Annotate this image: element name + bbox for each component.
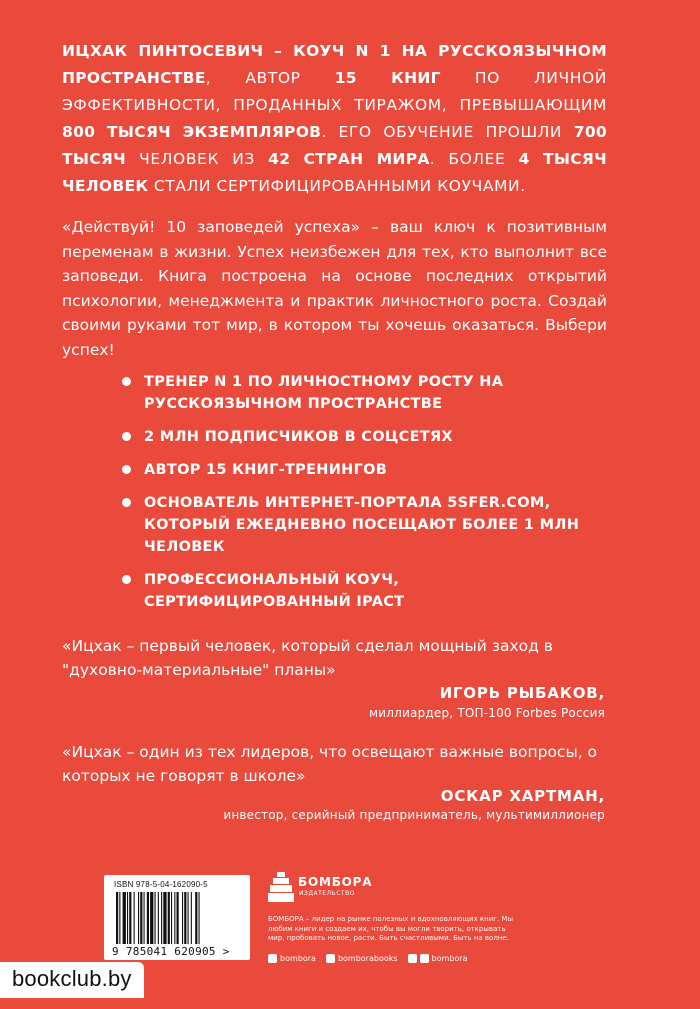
list-item <box>122 492 602 558</box>
social-link[interactable] <box>326 954 398 963</box>
quote-author: ИГОРЬ РЫБАКОВ, <box>439 684 605 702</box>
publisher-name: БОМБОРА <box>298 875 373 889</box>
list-item-text: 2 МЛН ПОДПИСЧИКОВ В СОЦСЕТЯХ <box>144 429 453 445</box>
quote-text: «Ицхак – один из тех лидеров, что освещают важные вопросы, о которых не говорят в школе» <box>62 743 598 785</box>
list-item-text: ТРЕНЕР N 1 ПО ЛИЧНОСТНОМУ РОСТУ НА РУССКОЯЗЫЧНОМ ПРОСТРАНСТВЕ <box>144 374 504 412</box>
intro-highlight: 4 ТЫСЯЧ ЧЕЛОВЕК <box>62 150 607 195</box>
quote-author-role: миллиардер, ТОП-100 Forbes Россия <box>369 706 605 720</box>
list-item <box>122 371 602 415</box>
list-item-text: АВТОР 15 КНИГ-ТРЕНИНГОВ <box>144 462 388 478</box>
social-handle: bomborabooks <box>337 954 398 963</box>
intro-text: ПО ЛИЧНОЙ ЭФФЕКТИВНОСТИ, ПРОДАННЫХ ТИРАЖОМ, ПРЕВЫШАЮЩИМ <box>62 69 607 114</box>
list-item-text: ОСНОВАТЕЛЬ ИНТЕРНЕТ-ПОРТАЛА 5SFER.COM, КОТОРЫЙ ЕЖЕДНЕВНО ПОСЕЩАЮТ БОЛЕЕ 1 МЛН ЧЕЛОВЕК <box>144 495 580 555</box>
author-intro <box>62 38 607 200</box>
quote-author-role: инвестор, серийный предприниматель, мультимиллионер <box>223 808 605 822</box>
isbn-label: ISBN 978-5-04-162090-5 <box>114 880 208 889</box>
intro-highlight: 15 КНИГ <box>334 69 441 87</box>
bullet-dot-icon <box>122 377 131 386</box>
bombora-logo-icon <box>268 872 294 902</box>
quote-author: ОСКАР ХАРТМАН, <box>440 787 605 805</box>
barcode-panel <box>104 875 250 960</box>
bullet-dot-icon <box>122 432 131 441</box>
bullet-dot-icon <box>122 465 131 474</box>
barcode-icon <box>116 892 240 944</box>
intro-text: СТАЛИ СЕРТИФИЦИРОВАННЫМИ КОУЧАМИ. <box>148 177 526 195</box>
social-link[interactable] <box>268 954 316 963</box>
intro-text: . ЕГО ОБУЧЕНИЕ ПРОШЛИ <box>321 123 574 141</box>
list-item <box>122 426 602 448</box>
youtube-icon <box>420 954 429 963</box>
intro-highlight: 800 ТЫСЯЧ ЭКЗЕМПЛЯРОВ <box>62 123 322 141</box>
intro-text: , АВТОР <box>205 69 335 87</box>
quote-text: «Ицхак – первый человек, который сделал мощный заход в "духовно-материальные" планы» <box>62 637 553 679</box>
social-link[interactable] <box>408 954 468 963</box>
list-item <box>122 459 602 481</box>
social-links <box>268 954 568 963</box>
telegram-icon <box>408 954 417 963</box>
list-item <box>122 569 602 613</box>
list-item-text: ПРОФЕССИОНАЛЬНЫЙ КОУЧ, СЕРТИФИЦИРОВАННЫЙ IPACT <box>144 572 405 610</box>
publisher-blurb: БОМБОРА – лидер на рынке полезных и вдохновляющих книг. Мы любим книги и создаем их, чтобы вы могли творить, открывать мир, пробовать новое, расти. Быть счастливыми. Быть на волне. <box>268 915 513 942</box>
bullet-dot-icon <box>122 498 131 507</box>
instagram-icon <box>326 954 335 963</box>
intro-text: . БОЛЕЕ <box>429 150 519 168</box>
vk-icon <box>268 954 277 963</box>
achievements-list <box>122 371 602 624</box>
site-watermark[interactable]: bookclub.by <box>0 962 144 998</box>
barcode-digits: 9 785041 620905 > <box>112 945 230 958</box>
social-handle: bombora <box>431 954 468 963</box>
intro-highlight: 42 СТРАН МИРА <box>268 150 430 168</box>
intro-highlight: 700 ТЫСЯЧ <box>62 123 607 168</box>
social-handle: bombora <box>280 954 316 963</box>
bullet-dot-icon <box>122 575 131 584</box>
book-description: «Действуй! 10 заповедей успеха» – ваш ключ к позитивным переменам в жизни. Успех неизбежен для тех, кто выполнит все заповеди. Книга построена на основе последних открытий психологии, менеджмента и практик личностного роста. Создай своими руками тот мир, в котором ты хочешь оказаться. Выбери успех! <box>62 218 607 359</box>
intro-text: ЧЕЛОВЕК ИЗ <box>125 150 269 168</box>
intro-highlight: ИЦХАК ПИНТОСЕВИЧ – КОУЧ N 1 НА РУССКОЯЗЫЧНОМ ПРОСТРАНСТВЕ <box>62 42 607 87</box>
publisher-subtitle: ИЗДАТЕЛЬСТВО <box>299 890 355 897</box>
